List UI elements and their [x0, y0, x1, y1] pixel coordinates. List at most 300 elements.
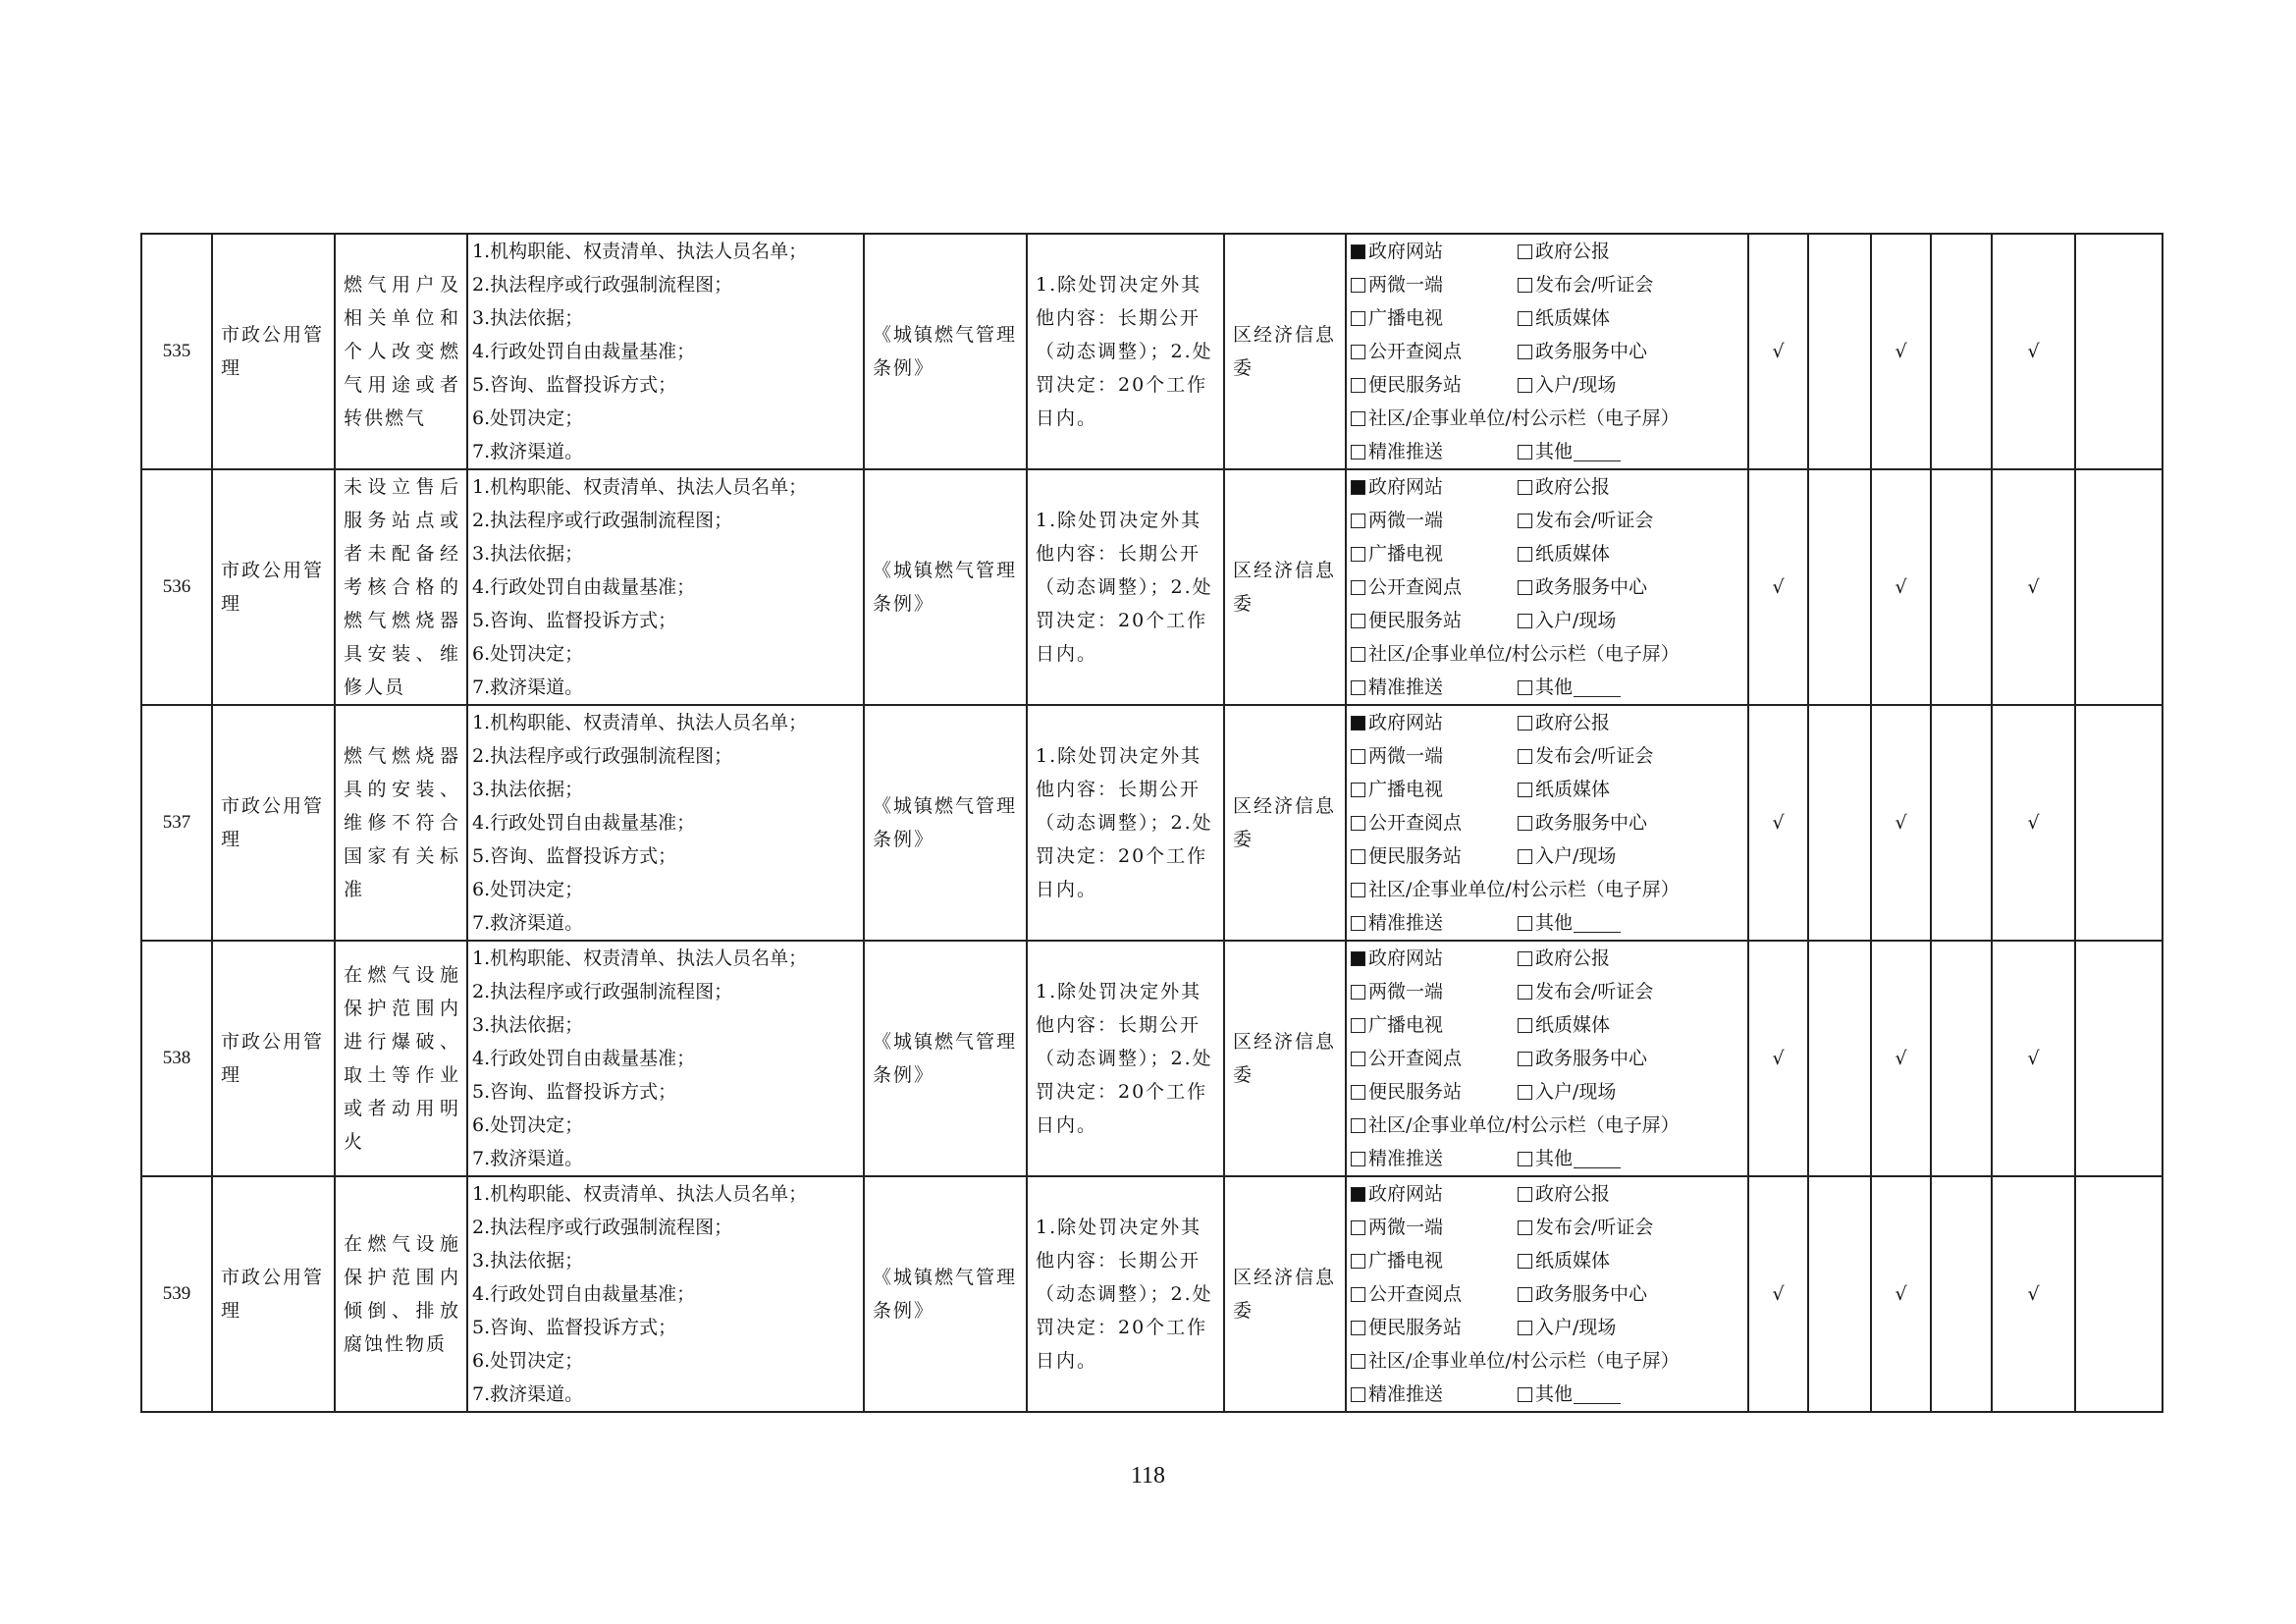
- content-line: 2.执法程序或行政强制流程图；: [472, 274, 733, 296]
- channel-option[interactable]: [1518, 604, 1684, 637]
- channel-option[interactable]: [1518, 839, 1684, 873]
- channel-row: [1351, 1378, 1743, 1411]
- content-line: 4.行政处罚自由裁量基准；: [472, 1048, 696, 1069]
- checkbox-icon[interactable]: [1518, 1152, 1532, 1166]
- table-row: [141, 234, 2163, 469]
- checkbox-icon[interactable]: [1518, 1287, 1532, 1302]
- channel-option[interactable]: [1351, 1075, 1518, 1109]
- checkbox-icon[interactable]: [1351, 1354, 1365, 1369]
- channel-option[interactable]: [1518, 470, 1684, 504]
- channel-option[interactable]: [1518, 1008, 1684, 1042]
- checkbox-icon[interactable]: [1351, 580, 1365, 595]
- channel-option[interactable]: [1518, 368, 1684, 402]
- channel-label: 政务服务中心: [1535, 812, 1648, 834]
- channel-option[interactable]: [1351, 368, 1518, 402]
- checkbox-icon[interactable]: [1518, 985, 1532, 1000]
- checkbox-icon[interactable]: [1518, 244, 1532, 259]
- basis-cell: [864, 234, 1027, 469]
- channel-option[interactable]: [1351, 839, 1518, 873]
- channel-option[interactable]: [1518, 1311, 1684, 1344]
- checkbox-icon[interactable]: [1351, 1085, 1365, 1100]
- dept-text: 区经济信息委: [1233, 1031, 1337, 1086]
- checkbox-icon[interactable]: [1518, 547, 1532, 562]
- channel-label: 广播电视: [1368, 543, 1444, 565]
- channel-row: [1351, 368, 1743, 402]
- row-number-cell: [141, 941, 212, 1176]
- checkmark: √: [1772, 812, 1785, 834]
- basis-text: 《城镇燃气管理条例》: [873, 560, 1018, 615]
- checkbox-icon[interactable]: [1351, 1287, 1365, 1302]
- channel-row: [1351, 235, 1743, 268]
- content-line: 7.救济渠道。: [472, 1148, 584, 1169]
- channel-option[interactable]: [1518, 806, 1684, 839]
- content-line: 1.机构职能、权责清单、执法人员名单；: [472, 241, 808, 262]
- category-cell: [212, 705, 335, 941]
- checkbox-icon[interactable]: [1518, 749, 1532, 764]
- fill-in-blank: [1574, 678, 1621, 697]
- channel-label: 发布会/听证会: [1535, 981, 1654, 1002]
- checked-checkbox-icon[interactable]: [1351, 480, 1365, 495]
- channel-option[interactable]: [1351, 1378, 1518, 1411]
- basis-cell: [864, 1176, 1027, 1412]
- channel-label: 其他: [1535, 912, 1574, 934]
- checkbox-icon[interactable]: [1351, 378, 1365, 393]
- channel-option[interactable]: [1518, 1277, 1684, 1311]
- checkbox-icon[interactable]: [1351, 445, 1365, 460]
- content-line: 5.咨询、监督投诉方式；: [472, 1317, 677, 1338]
- channel-option[interactable]: [1518, 537, 1684, 570]
- row-number-cell: [141, 705, 212, 941]
- channel-option[interactable]: [1518, 1142, 1684, 1175]
- content-line: 4.行政处罚自由裁量基准；: [472, 576, 696, 598]
- channel-option[interactable]: [1518, 739, 1684, 773]
- checkmark: √: [2027, 341, 2040, 362]
- channel-row: [1351, 268, 1743, 301]
- channel-label: 政府公报: [1535, 712, 1611, 733]
- channel-option[interactable]: [1518, 1075, 1684, 1109]
- channel-row: [1351, 1177, 1743, 1211]
- checkbox-icon[interactable]: [1351, 916, 1365, 931]
- channel-label: 政府网站: [1368, 241, 1444, 262]
- checkbox-icon[interactable]: [1351, 749, 1365, 764]
- time-cell: [1027, 234, 1224, 469]
- content-line: 1.机构职能、权责清单、执法人员名单；: [472, 476, 808, 498]
- checkbox-icon[interactable]: [1351, 411, 1365, 426]
- channel-option[interactable]: [1518, 335, 1684, 368]
- checkmark: √: [1895, 576, 1907, 598]
- channel-option[interactable]: [1518, 942, 1684, 975]
- content-line: 6.处罚决定；: [472, 1114, 584, 1136]
- checkbox-icon[interactable]: [1351, 1220, 1365, 1235]
- check-cell: [1748, 469, 1808, 705]
- content-line: 3.执法依据；: [472, 779, 584, 800]
- dept-cell: [1224, 1176, 1346, 1412]
- channel-option[interactable]: [1518, 1211, 1684, 1244]
- channel-option[interactable]: [1351, 1344, 1680, 1378]
- channel-row: [1351, 739, 1743, 773]
- check-cell: [2075, 234, 2163, 469]
- channel-cell: [1346, 469, 1748, 705]
- checkbox-icon[interactable]: [1518, 278, 1532, 293]
- channel-option[interactable]: [1351, 906, 1518, 940]
- checkmark: √: [2027, 1283, 2040, 1305]
- content-line: 1.机构职能、权责清单、执法人员名单；: [472, 1183, 808, 1205]
- channel-option[interactable]: [1518, 1378, 1684, 1411]
- channel-option[interactable]: [1518, 268, 1684, 301]
- content-line: 3.执法依据；: [472, 1014, 584, 1036]
- channel-row: [1351, 671, 1743, 704]
- channel-label: 便民服务站: [1368, 610, 1463, 631]
- dept-cell: [1224, 705, 1346, 941]
- channel-row: [1351, 839, 1743, 873]
- channel-label: 公开查阅点: [1368, 812, 1463, 834]
- checkbox-icon[interactable]: [1518, 480, 1532, 495]
- content-line: 4.行政处罚自由裁量基准；: [472, 1283, 696, 1305]
- channel-option[interactable]: [1351, 1311, 1518, 1344]
- checkbox-icon[interactable]: [1351, 1118, 1365, 1133]
- checkbox-icon[interactable]: [1351, 1018, 1365, 1033]
- checkbox-icon[interactable]: [1518, 849, 1532, 864]
- check-cell: [1992, 941, 2075, 1176]
- basis-cell: [864, 941, 1027, 1176]
- basis-text: 《城镇燃气管理条例》: [873, 1267, 1018, 1322]
- channel-label: 其他: [1535, 1383, 1574, 1405]
- checkbox-icon[interactable]: [1351, 614, 1365, 628]
- channel-label: 纸质媒体: [1535, 1250, 1611, 1272]
- channel-option[interactable]: [1351, 706, 1518, 739]
- channel-option[interactable]: [1518, 570, 1684, 604]
- time-cell: [1027, 469, 1224, 705]
- channel-label: 公开查阅点: [1368, 1283, 1463, 1305]
- channel-option[interactable]: [1518, 773, 1684, 806]
- channel-row: [1351, 1075, 1743, 1109]
- time-text: 1.除处罚决定外其他内容：长期公开（动态调整）；2.处罚决定：20个工作日内。: [1036, 745, 1213, 900]
- channel-row: [1351, 975, 1743, 1008]
- check-cell: [1992, 469, 2075, 705]
- channel-option[interactable]: [1518, 435, 1684, 468]
- check-cell: [2075, 705, 2163, 941]
- channel-cell: [1346, 705, 1748, 941]
- time-text: 1.除处罚决定外其他内容：长期公开（动态调整）；2.处罚决定：20个工作日内。: [1036, 1217, 1213, 1372]
- check-cell: [1808, 941, 1871, 1176]
- channel-option[interactable]: [1518, 906, 1684, 940]
- channel-option[interactable]: [1351, 873, 1680, 906]
- row-number-cell: [141, 234, 212, 469]
- channel-option[interactable]: [1518, 235, 1684, 268]
- checkbox-icon[interactable]: [1351, 647, 1365, 662]
- checkbox-icon[interactable]: [1518, 716, 1532, 731]
- checkbox-icon[interactable]: [1518, 378, 1532, 393]
- item-cell: [335, 1176, 467, 1412]
- channel-option[interactable]: [1351, 301, 1518, 335]
- channel-option[interactable]: [1518, 1177, 1684, 1211]
- channel-option[interactable]: [1351, 268, 1518, 301]
- checkbox-icon[interactable]: [1351, 278, 1365, 293]
- channel-option[interactable]: [1518, 671, 1684, 704]
- checkmark: √: [1895, 1048, 1907, 1069]
- channel-label: 公开查阅点: [1368, 1048, 1463, 1069]
- channel-label: 两微一端: [1368, 1217, 1444, 1238]
- channel-label: 政府公报: [1535, 947, 1611, 969]
- check-cell: [1931, 469, 1992, 705]
- channel-row: [1351, 1244, 1743, 1277]
- checkbox-icon[interactable]: [1351, 680, 1365, 695]
- channel-row: [1351, 1211, 1743, 1244]
- checkbox-icon[interactable]: [1518, 1254, 1532, 1269]
- checkbox-icon[interactable]: [1351, 1254, 1365, 1269]
- channel-row: [1351, 335, 1743, 368]
- channel-label: 社区/企事业单位/村公示栏（电子屏）: [1368, 407, 1680, 429]
- channel-cell: [1346, 1176, 1748, 1412]
- channel-row: [1351, 1109, 1743, 1142]
- checkbox-icon[interactable]: [1518, 816, 1532, 831]
- channel-option[interactable]: [1351, 1244, 1518, 1277]
- channel-option[interactable]: [1351, 1109, 1680, 1142]
- checkbox-icon[interactable]: [1518, 1387, 1532, 1402]
- channel-option[interactable]: [1518, 301, 1684, 335]
- channel-row: [1351, 773, 1743, 806]
- channel-option[interactable]: [1351, 942, 1518, 975]
- checkbox-icon[interactable]: [1518, 345, 1532, 359]
- checkbox-icon[interactable]: [1518, 783, 1532, 797]
- checkbox-icon[interactable]: [1518, 445, 1532, 460]
- channel-option[interactable]: [1351, 435, 1518, 468]
- basis-cell: [864, 705, 1027, 941]
- channel-label: 广播电视: [1368, 307, 1444, 329]
- fill-in-blank: [1574, 443, 1621, 461]
- checkbox-icon[interactable]: [1518, 916, 1532, 931]
- channel-row: [1351, 470, 1743, 504]
- check-cell: [2075, 941, 2163, 1176]
- check-cell: [1992, 1176, 2075, 1412]
- checkmark: √: [2027, 1048, 2040, 1069]
- channel-label: 政务服务中心: [1535, 341, 1648, 362]
- channel-row: [1351, 301, 1743, 335]
- time-text: 1.除处罚决定外其他内容：长期公开（动态调整）；2.处罚决定：20个工作日内。: [1036, 981, 1213, 1136]
- check-cell: [1808, 234, 1871, 469]
- channel-option[interactable]: [1351, 402, 1680, 435]
- channel-label: 纸质媒体: [1535, 307, 1611, 329]
- channel-label: 政府网站: [1368, 476, 1444, 498]
- disclosure-table: [140, 233, 2163, 1413]
- channel-option[interactable]: [1351, 235, 1518, 268]
- checked-checkbox-icon[interactable]: [1351, 244, 1365, 259]
- checkbox-icon[interactable]: [1351, 1387, 1365, 1402]
- check-cell: [1931, 234, 1992, 469]
- channel-label: 发布会/听证会: [1535, 510, 1654, 531]
- row-number: 535: [162, 341, 191, 361]
- channel-row: [1351, 1311, 1743, 1344]
- check-cell: [1871, 469, 1931, 705]
- checkbox-icon[interactable]: [1518, 580, 1532, 595]
- time-text: 1.除处罚决定外其他内容：长期公开（动态调整）；2.处罚决定：20个工作日内。: [1036, 274, 1213, 429]
- content-cell: [467, 469, 864, 705]
- channel-option[interactable]: [1351, 470, 1518, 504]
- check-cell: [1808, 469, 1871, 705]
- check-cell: [1748, 234, 1808, 469]
- channel-label: 广播电视: [1368, 1014, 1444, 1036]
- category-text: 市政公用管理: [221, 324, 325, 379]
- checkmark: √: [1772, 1283, 1785, 1305]
- channel-option[interactable]: [1351, 1008, 1518, 1042]
- check-cell: [1808, 705, 1871, 941]
- checkbox-icon[interactable]: [1351, 883, 1365, 897]
- channel-option[interactable]: [1351, 739, 1518, 773]
- channel-label: 两微一端: [1368, 745, 1444, 767]
- channel-option[interactable]: [1351, 773, 1518, 806]
- channel-label: 政务服务中心: [1535, 1048, 1648, 1069]
- channel-row: [1351, 942, 1743, 975]
- checkbox-icon[interactable]: [1518, 951, 1532, 966]
- checkbox-icon[interactable]: [1518, 514, 1532, 528]
- channel-row: [1351, 402, 1743, 435]
- content-line: 5.咨询、监督投诉方式；: [472, 374, 677, 396]
- checkbox-icon[interactable]: [1518, 1085, 1532, 1100]
- row-number: 537: [162, 812, 191, 833]
- dept-text: 区经济信息委: [1233, 795, 1337, 850]
- check-cell: [1871, 705, 1931, 941]
- channel-row: [1351, 873, 1743, 906]
- checked-checkbox-icon[interactable]: [1351, 951, 1365, 966]
- checkbox-icon[interactable]: [1351, 1321, 1365, 1335]
- dept-text: 区经济信息委: [1233, 324, 1337, 379]
- checkmark: √: [1895, 341, 1907, 362]
- channel-label: 社区/企事业单位/村公示栏（电子屏）: [1368, 643, 1680, 665]
- channel-label: 入户/现场: [1535, 610, 1617, 631]
- channel-row: [1351, 1277, 1743, 1311]
- channel-label: 社区/企事业单位/村公示栏（电子屏）: [1368, 1114, 1680, 1136]
- content-line: 2.执法程序或行政强制流程图；: [472, 510, 733, 531]
- checkbox-icon[interactable]: [1351, 311, 1365, 326]
- channel-label: 政府公报: [1535, 1183, 1611, 1205]
- dept-text: 区经济信息委: [1233, 560, 1337, 615]
- content-line: 7.救济渠道。: [472, 912, 584, 934]
- channel-label: 政府公报: [1535, 476, 1611, 498]
- category-text: 市政公用管理: [221, 1031, 325, 1086]
- content-line: 5.咨询、监督投诉方式；: [472, 845, 677, 867]
- fill-in-blank: [1574, 1150, 1621, 1168]
- channel-option[interactable]: [1351, 1177, 1518, 1211]
- checkbox-icon[interactable]: [1351, 816, 1365, 831]
- category-cell: [212, 1176, 335, 1412]
- channel-label: 其他: [1535, 441, 1574, 462]
- channel-option[interactable]: [1518, 1042, 1684, 1075]
- checkbox-icon[interactable]: [1351, 547, 1365, 562]
- checkbox-icon[interactable]: [1518, 614, 1532, 628]
- channel-label: 纸质媒体: [1535, 1014, 1611, 1036]
- channel-row: [1351, 435, 1743, 468]
- content-line: 6.处罚决定；: [472, 879, 584, 900]
- row-number-cell: [141, 1176, 212, 1412]
- channel-option[interactable]: [1351, 1211, 1518, 1244]
- checkmark: √: [1772, 1048, 1785, 1069]
- channel-label: 两微一端: [1368, 981, 1444, 1002]
- channel-option[interactable]: [1518, 504, 1684, 537]
- checkbox-icon[interactable]: [1351, 1152, 1365, 1166]
- checkmark: √: [1895, 812, 1907, 834]
- checkbox-icon[interactable]: [1518, 1052, 1532, 1066]
- channel-option[interactable]: [1351, 975, 1518, 1008]
- dept-text: 区经济信息委: [1233, 1267, 1337, 1322]
- item-cell: [335, 941, 467, 1176]
- channel-cell: [1346, 234, 1748, 469]
- channel-row: [1351, 1042, 1743, 1075]
- channel-option[interactable]: [1351, 604, 1518, 637]
- fill-in-blank: [1574, 914, 1621, 933]
- channel-row: [1351, 706, 1743, 739]
- channel-option[interactable]: [1518, 706, 1684, 739]
- channel-option[interactable]: [1351, 570, 1518, 604]
- channel-row: [1351, 504, 1743, 537]
- item-text: 在燃气设施保护范围内倾倒、排放腐蚀性物质: [344, 1233, 460, 1355]
- time-cell: [1027, 1176, 1224, 1412]
- content-cell: [467, 705, 864, 941]
- table-row: [141, 941, 2163, 1176]
- channel-label: 发布会/听证会: [1535, 745, 1654, 767]
- checkbox-icon[interactable]: [1518, 1018, 1532, 1033]
- channel-label: 两微一端: [1368, 274, 1444, 296]
- channel-option[interactable]: [1351, 504, 1518, 537]
- checkbox-icon[interactable]: [1518, 1220, 1532, 1235]
- checked-checkbox-icon[interactable]: [1351, 1187, 1365, 1202]
- channel-option[interactable]: [1351, 806, 1518, 839]
- checkbox-icon[interactable]: [1351, 985, 1365, 1000]
- check-cell: [1931, 941, 1992, 1176]
- channel-option[interactable]: [1518, 1244, 1684, 1277]
- channel-option[interactable]: [1351, 537, 1518, 570]
- checkbox-icon[interactable]: [1351, 1052, 1365, 1066]
- item-text: 燃气燃烧器具的安装、维修不符合国家有关标准: [344, 745, 460, 900]
- channel-option[interactable]: [1351, 335, 1518, 368]
- channel-option[interactable]: [1351, 671, 1518, 704]
- channel-option[interactable]: [1351, 637, 1680, 671]
- checkbox-icon[interactable]: [1351, 514, 1365, 528]
- checkbox-icon[interactable]: [1518, 311, 1532, 326]
- channel-label: 政府网站: [1368, 712, 1444, 733]
- row-number: 539: [162, 1283, 191, 1304]
- channel-label: 精准推送: [1368, 677, 1444, 698]
- checkbox-icon[interactable]: [1351, 849, 1365, 864]
- check-cell: [1931, 1176, 1992, 1412]
- item-cell: [335, 469, 467, 705]
- channel-row: [1351, 537, 1743, 570]
- channel-option[interactable]: [1351, 1142, 1518, 1175]
- channel-label: 精准推送: [1368, 912, 1444, 934]
- channel-label: 社区/企事业单位/村公示栏（电子屏）: [1368, 1350, 1680, 1372]
- channel-label: 政府公报: [1535, 241, 1611, 262]
- content-cell: [467, 234, 864, 469]
- checkbox-icon[interactable]: [1518, 1187, 1532, 1202]
- channel-label: 纸质媒体: [1535, 779, 1611, 800]
- channel-label: 入户/现场: [1535, 374, 1617, 396]
- channel-option[interactable]: [1351, 1277, 1518, 1311]
- checkbox-icon[interactable]: [1518, 680, 1532, 695]
- checkbox-icon[interactable]: [1351, 783, 1365, 797]
- channel-option[interactable]: [1518, 975, 1684, 1008]
- check-cell: [1992, 234, 2075, 469]
- content-cell: [467, 1176, 864, 1412]
- checkmark: √: [1772, 576, 1785, 598]
- content-line: 7.救济渠道。: [472, 1383, 584, 1405]
- channel-option[interactable]: [1351, 1042, 1518, 1075]
- item-cell: [335, 705, 467, 941]
- item-cell: [335, 234, 467, 469]
- channel-row: [1351, 1008, 1743, 1042]
- checked-checkbox-icon[interactable]: [1351, 716, 1365, 731]
- checkbox-icon[interactable]: [1351, 345, 1365, 359]
- table-row: [141, 705, 2163, 941]
- checkbox-icon[interactable]: [1518, 1321, 1532, 1335]
